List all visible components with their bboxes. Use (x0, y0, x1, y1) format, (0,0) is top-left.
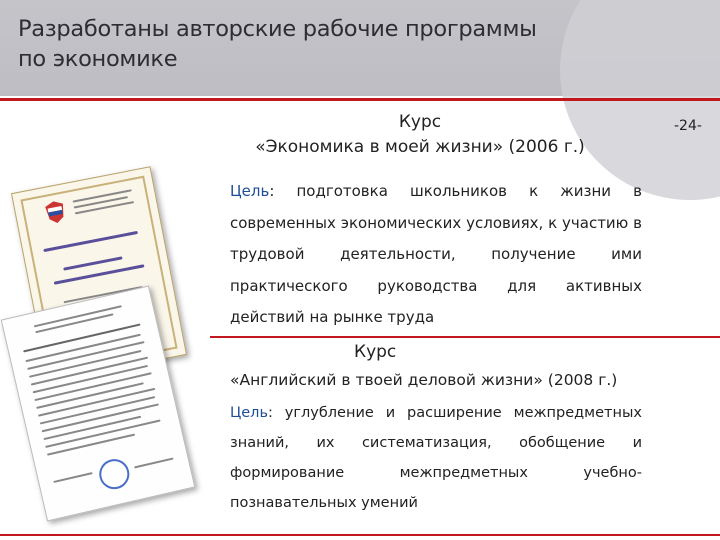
slide-number: -24- (674, 118, 702, 134)
slide-title (18, 14, 618, 74)
course2-goal-label: Цель (230, 405, 268, 421)
course2-kurs: Курс (354, 342, 397, 362)
course1-heading (200, 110, 640, 160)
course2-goal (230, 398, 642, 518)
slide-title-line2: по экономике (18, 46, 178, 72)
course2-name: «Английский в твоей деловой жизни» (2008 г.) (230, 371, 618, 389)
middle-red-divider (210, 336, 720, 338)
course1-goal-text: : подготовка школьников к жизни в современных экономических условиях, к участию в трудовой деятельности, получение ими практического руководства для активных действий на рынке труда (230, 182, 642, 326)
course1-name: «Экономика в моей жизни» (2006 г.) (255, 137, 585, 157)
course2-goal-text: : углубление и расширение межпредметных знаний, их систематизация, обобщение и формирование межпредметных учебно-познавательных умений (230, 405, 642, 511)
slide-title-line1: Разработаны авторские рабочие программы (18, 16, 537, 42)
bottom-red-divider (0, 534, 720, 536)
course1-goal-label: Цель (230, 182, 270, 200)
course1-kurs: Курс (398, 112, 442, 132)
emblem-icon (42, 198, 68, 226)
top-red-divider (0, 98, 720, 101)
course1-goal (230, 176, 642, 334)
stamp-icon (96, 456, 132, 492)
